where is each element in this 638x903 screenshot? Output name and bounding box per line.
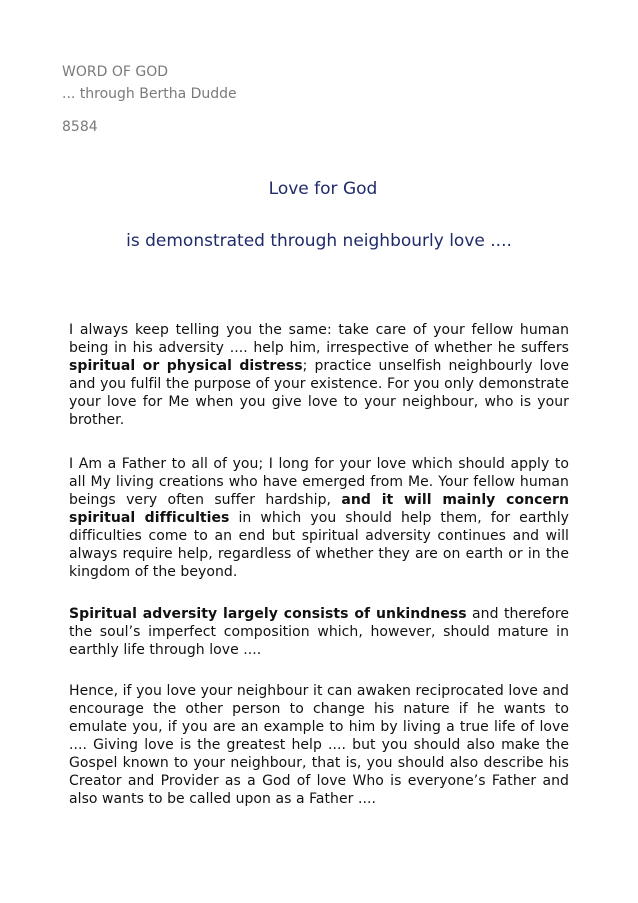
paragraph-1 xyxy=(69,321,569,429)
page-title: Love for God xyxy=(268,179,378,199)
message-number: 8584 xyxy=(62,119,98,135)
paragraph-1-text-b: ; practice unselfish neighbourly love and you fulfil the purpose of your existence. For you only demonstrate your love for Me when you give love to your neighbour, who is your brother. xyxy=(69,358,570,428)
paragraph-3-text: and therefore the soul’s imperfect composition which, however, should mature in earthly life through love .... xyxy=(69,606,569,658)
paragraph-4 xyxy=(69,682,569,808)
paragraph-2 xyxy=(69,455,569,581)
paragraph-2-text-b: in which you should help them, for earthly difficulties come to an end but spiritual adversity continues and will always require help, regardless of whether they are on earth or in the kingdom of the beyond. xyxy=(69,510,569,580)
paragraph-3-bold: Spiritual adversity largely consists of unkindness xyxy=(69,606,467,622)
paragraph-2-bold: and it will mainly concern spiritual difficulties xyxy=(69,492,570,526)
author-line: ... through Bertha Dudde xyxy=(62,86,237,102)
paragraph-2-text-a: I Am a Father to all of you; I long for your love which should apply to all My living creations who have emerged from Me. Your fellow human beings very often suffer hardship, xyxy=(69,456,569,508)
paragraph-1-bold: spiritual or physical distress xyxy=(69,358,303,374)
series-title: WORD OF GOD xyxy=(62,64,168,80)
paragraph-4-text: Hence, if you love your neighbour it can awaken reciprocated love and encourage the other person to change his nature if he wants to emulate you, if you are an example to him by living a true life of love .... Giving love is the greatest help .... but you should also make the Gospel known to your neighbour, that is, you should also describe his Creator and Provider as a God of love Who is everyone’s Father and also wants to be called upon as a Father .... xyxy=(69,683,569,807)
page-subtitle: is demonstrated through neighbourly love .... xyxy=(126,231,512,251)
paragraph-3 xyxy=(69,605,569,659)
paragraph-1-text-a: I always keep telling you the same: take care of your fellow human being in his adversity .... help him, irrespective of whether he suffers xyxy=(69,322,569,356)
